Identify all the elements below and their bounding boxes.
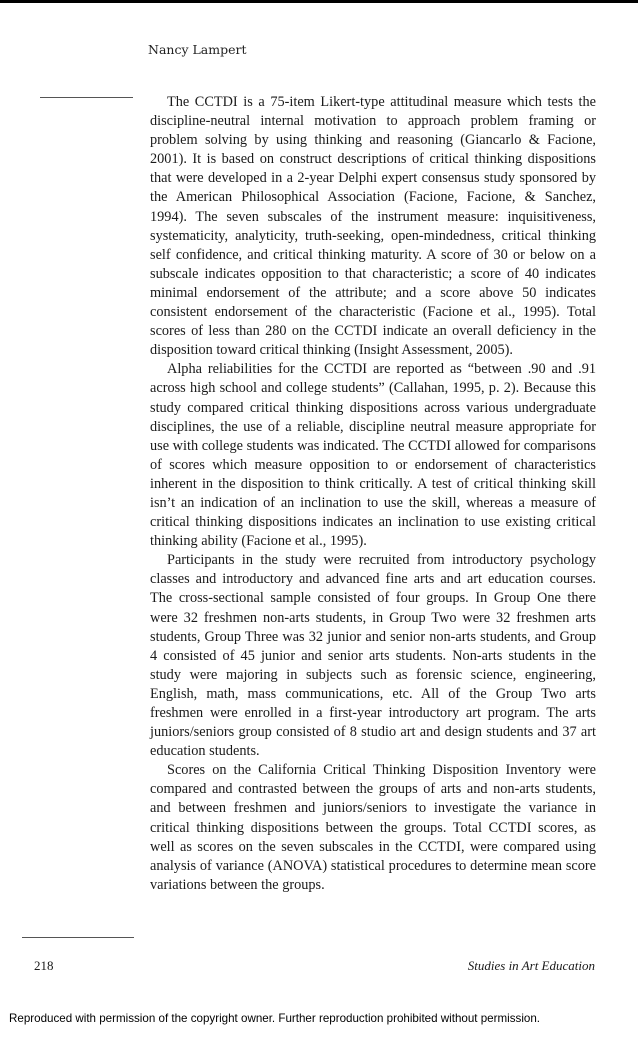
article-body	[150, 93, 596, 895]
top-border-rule	[0, 0, 638, 3]
margin-rule-bottom	[22, 937, 134, 938]
copyright-notice: Reproduced with permission of the copyright owner. Further reproduction prohibited without permission.	[9, 1012, 541, 1025]
page-number: 218	[34, 958, 54, 973]
paragraph: Alpha reliabilities for the CCTDI are reported as “between .90 and .91 across high school and college students” (Callahan, 1995, p. 2). Because this study compared critical thinking dispositions across various undergraduate disciplines, the use of a reliable, discipline neutral measure appropriate for use with college students was indicated. The CCTDI allowed for comparisons of scores which measure opposition to or endorsement of characteristics inherent in the disposition to think critically. A test of critical thinking skill isn’t an indication of an inclination to use the skill, whereas a measure of critical thinking dispositions indicates an inclination to use existing critical thinking ability (Facione et al., 1995).	[150, 361, 596, 550]
margin-rule-top	[40, 97, 133, 98]
paragraph: The CCTDI is a 75-item Likert-type attitudinal measure which tests the discipline-neutral internal motivation to approach problem framing or problem solving by using thinking and reasoning (Giancarlo & Facione, 2001). It is based on construct descriptions of critical thinking dispositions that were developed in a 2-year Delphi expert consensus study sponsored by the American Philosophical Association (Facione, Facione, & Sanchez, 1994). The seven subscales of the instrument measure: inquisitiveness, systematicity, analyticity, truth-seeking, open-mindedness, critical thinking self confidence, and critical thinking maturity. A score of 30 or below on a subscale indicates opposition to that characteristic; a score of 40 indicates minimal endorsement of the attribute; and a score above 50 indicates consistent endorsement of the characteristic (Facione et al., 1995). Total scores of less than 280 on the CCTDI indicate an overall deficiency in the disposition toward critical thinking (Insight Assessment, 2005).	[150, 94, 596, 359]
paragraph: Participants in the study were recruited from introductory psychology classes and introductory and advanced fine arts and art education courses. The cross-sectional sample consisted of four groups. In Group One there were 32 freshmen non-arts students, in Group Two were 32 freshmen arts students, Group Three was 32 junior and senior non-arts students, and Group 4 consisted of 45 junior and senior arts students. Non-arts students in the study were majoring in subjects such as forensic science, engineering, English, math, mass communications, etc. All of the Group Two arts freshmen were enrolled in a first-year introductory art program. The arts juniors/seniors group consisted of 8 studio art and design students and 37 art education students.	[150, 552, 596, 760]
running-head-author: Nancy Lampert	[148, 42, 247, 57]
paragraph: Scores on the California Critical Thinking Disposition Inventory were compared and contrasted between the groups of arts and non-arts students, and between freshmen and juniors/seniors to investigate the variance in critical thinking dispositions between the groups. Total CCTDI scores, as well as scores on the seven subscales in the CCTDI, were compared using analysis of variance (ANOVA) statistical procedures to determine mean score variations between the groups.	[150, 762, 596, 893]
journal-title: Studies in Art Education	[467, 958, 595, 973]
